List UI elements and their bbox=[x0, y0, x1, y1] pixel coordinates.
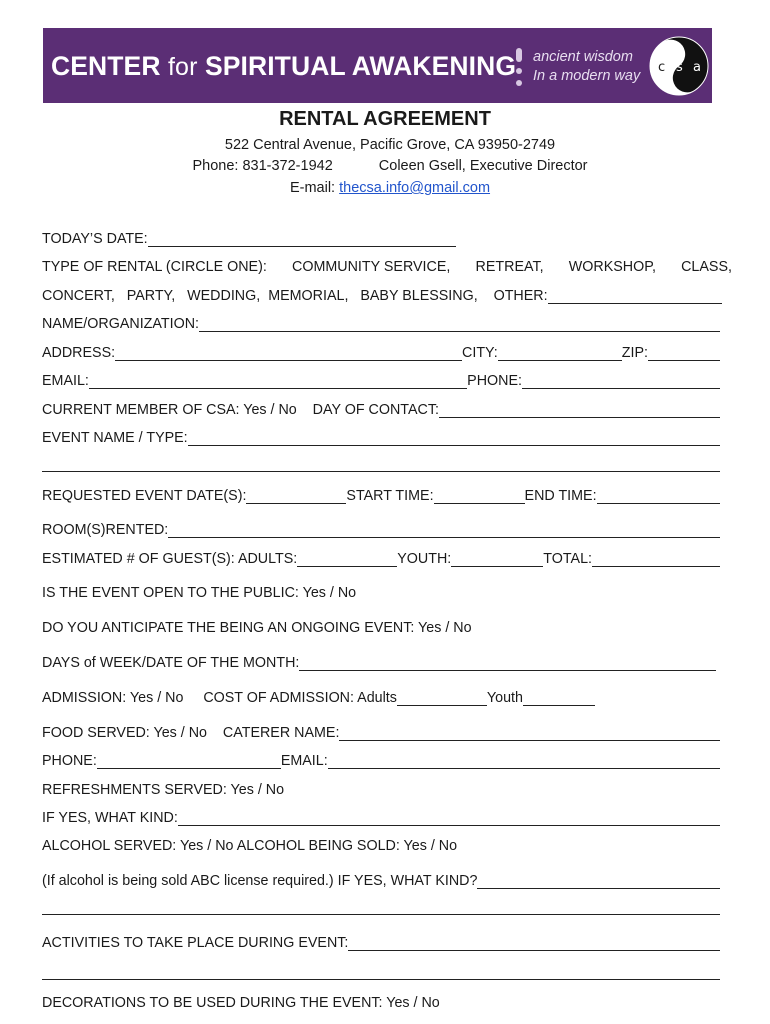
food-row: FOOD SERVED: Yes / No CATERER NAME: bbox=[42, 721, 720, 741]
todays-date-row: TODAY’S DATE: bbox=[42, 227, 720, 247]
option-concert[interactable]: CONCERT, bbox=[42, 288, 115, 304]
rental-type-row-2 bbox=[42, 284, 720, 304]
event-name-field[interactable] bbox=[188, 430, 720, 446]
option-memorial[interactable]: MEMORIAL, bbox=[268, 288, 349, 304]
phone-field[interactable] bbox=[522, 373, 720, 389]
todays-date-field[interactable] bbox=[148, 231, 456, 247]
contact-line bbox=[0, 158, 770, 174]
email-phone-row: EMAIL: PHONE: bbox=[42, 369, 720, 389]
option-retreat[interactable]: RETREAT, bbox=[475, 259, 544, 275]
city-field[interactable] bbox=[498, 345, 622, 361]
phone-text: Phone: 831-372-1942 bbox=[192, 158, 333, 174]
abc-license-field[interactable] bbox=[477, 873, 720, 889]
admission-row: ADMISSION: Yes / No COST OF ADMISSION: Adults Youth bbox=[42, 686, 720, 706]
guests-row: ESTIMATED # OF GUEST(S): ADULTS: YOUTH: TOTAL: bbox=[42, 547, 720, 567]
caterer-contact-row: PHONE: EMAIL: bbox=[42, 749, 720, 769]
rental-type-row: TYPE OF RENTAL (CIRCLE ONE): COMMUNITY SERVICE, RETREAT, WORKSHOP, CLASS, bbox=[42, 259, 732, 275]
event-name-field-line-2[interactable] bbox=[42, 471, 720, 472]
organization-name: CENTER for SPIRITUAL AWAKENING bbox=[51, 51, 517, 81]
adult-cost-field[interactable] bbox=[397, 690, 487, 706]
day-of-contact-field[interactable] bbox=[439, 402, 720, 418]
name-org-field[interactable] bbox=[199, 316, 720, 332]
logo-letter-a: a bbox=[693, 60, 701, 75]
email-line: E-mail: thecsa.info@gmail.com bbox=[289, 180, 491, 196]
days-week-field[interactable] bbox=[299, 655, 716, 671]
name-org-row: NAME/ORGANIZATION: bbox=[42, 312, 720, 332]
option-baby-blessing[interactable]: BABY BLESSING, bbox=[360, 288, 478, 304]
public-row bbox=[42, 581, 720, 601]
caterer-email-field[interactable] bbox=[328, 753, 720, 769]
food-yes-no[interactable]: FOOD SERVED: Yes / No bbox=[42, 725, 208, 741]
alcohol-row bbox=[42, 834, 720, 854]
days-week-row: DAYS of WEEK/DATE OF THE MONTH: bbox=[42, 651, 720, 671]
activities-field[interactable] bbox=[348, 935, 720, 951]
member-row: CURRENT MEMBER OF CSA: Yes / No DAY OF CONTACT: bbox=[42, 398, 720, 418]
address-line: 522 Central Avenue, Pacific Grove, CA 93950-2749 bbox=[224, 137, 556, 153]
decorations-yes-no[interactable]: DECORATIONS TO BE USED DURING THE EVENT: Yes / No bbox=[42, 995, 440, 1011]
logo-letter-c: c bbox=[658, 60, 666, 75]
email-field[interactable] bbox=[89, 373, 467, 389]
alcohol-yes-no[interactable]: ALCOHOL SERVED: Yes / No ALCOHOL BEING SOLD: Yes / No bbox=[42, 838, 458, 854]
address-field[interactable] bbox=[115, 345, 462, 361]
director-text: Coleen Gsell, Executive Director bbox=[378, 158, 588, 174]
caterer-phone-field[interactable] bbox=[97, 753, 281, 769]
rooms-field[interactable] bbox=[168, 522, 720, 538]
refreshments-yes-no[interactable]: REFRESHMENTS SERVED: Yes / No bbox=[42, 782, 285, 798]
ongoing-yes-no[interactable]: DO YOU ANTICIPATE THE BEING AN ONGOING EVENT: Yes / No bbox=[42, 620, 472, 636]
tagline: ancient wisdom In a modern way bbox=[533, 49, 641, 84]
admission-yes-no[interactable]: ADMISSION: Yes / No bbox=[42, 690, 184, 706]
event-dates-field[interactable] bbox=[246, 488, 346, 504]
email-link[interactable]: thecsa.info@gmail.com bbox=[339, 180, 491, 196]
youth-field[interactable] bbox=[451, 551, 543, 567]
other-field[interactable] bbox=[548, 288, 722, 304]
option-wedding[interactable]: WEDDING, bbox=[187, 288, 261, 304]
youth-cost-field[interactable] bbox=[523, 690, 595, 706]
ongoing-row bbox=[42, 616, 720, 636]
page-title: RENTAL AGREEMENT bbox=[279, 108, 491, 130]
event-name-row: EVENT NAME / TYPE: bbox=[42, 426, 720, 446]
total-field[interactable] bbox=[592, 551, 720, 567]
abc-license-row: (If alcohol is being sold ABC license required.) IF YES, WHAT KIND? bbox=[42, 869, 720, 889]
option-community-service[interactable]: COMMUNITY SERVICE, bbox=[292, 259, 451, 275]
end-time-field[interactable] bbox=[597, 488, 720, 504]
rooms-row: ROOM(S)RENTED: bbox=[42, 518, 720, 538]
refreshment-kind-field[interactable] bbox=[178, 810, 720, 826]
abc-license-field-line-2[interactable] bbox=[42, 914, 720, 915]
option-other[interactable]: OTHER: bbox=[493, 288, 548, 304]
activities-field-line-2[interactable] bbox=[42, 979, 720, 980]
decorations-row bbox=[42, 991, 720, 1011]
activities-row: ACTIVITIES TO TAKE PLACE DURING EVENT: bbox=[42, 931, 720, 951]
member-yes-no[interactable]: CURRENT MEMBER OF CSA: Yes / No bbox=[42, 402, 297, 418]
address-row: ADDRESS: CITY: ZIP: bbox=[42, 341, 720, 361]
start-time-field[interactable] bbox=[434, 488, 525, 504]
header-banner bbox=[43, 28, 712, 103]
yin-yang-logo-icon bbox=[649, 36, 709, 96]
refreshments-row bbox=[42, 778, 720, 798]
divider-dots-icon bbox=[516, 48, 524, 84]
refreshment-kind-row: IF YES, WHAT KIND: bbox=[42, 806, 720, 826]
public-yes-no[interactable]: IS THE EVENT OPEN TO THE PUBLIC: Yes / No bbox=[42, 585, 357, 601]
logo-letter-s: s bbox=[676, 60, 683, 75]
option-party[interactable]: PARTY, bbox=[126, 288, 176, 304]
caterer-name-field[interactable] bbox=[339, 725, 720, 741]
zip-field[interactable] bbox=[648, 345, 720, 361]
adults-field[interactable] bbox=[297, 551, 397, 567]
event-dates-row: REQUESTED EVENT DATE(S): START TIME: END TIME: bbox=[42, 484, 720, 504]
option-class[interactable]: CLASS, bbox=[681, 259, 732, 275]
option-workshop[interactable]: WORKSHOP, bbox=[568, 259, 656, 275]
